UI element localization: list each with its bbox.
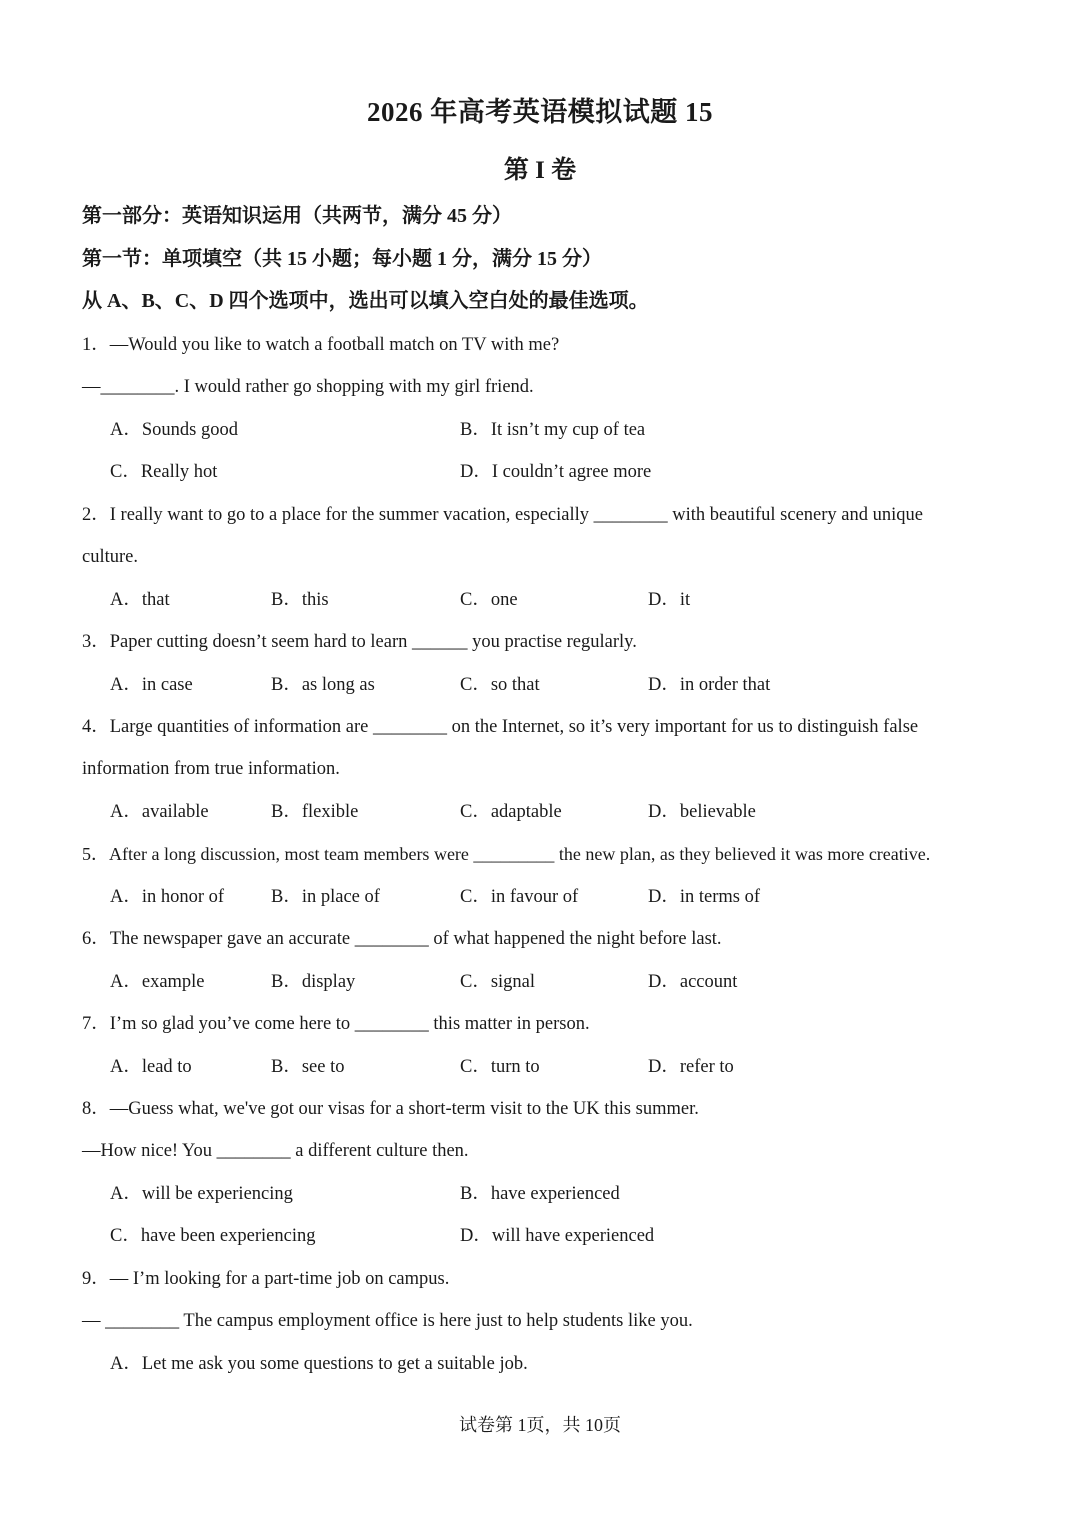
question-5-option-a: A．in honor of: [110, 887, 225, 907]
question-3-option-c: C．so that: [460, 675, 540, 695]
question-5-option-b: B．in place of: [271, 887, 380, 907]
question-2-option-d: D．it: [648, 590, 691, 610]
volume-heading: 第 I 卷: [503, 157, 577, 184]
question-4-line-1: 4．Large quantities of information are ________ on the Internet, so it’s very important for us to distinguish false: [82, 717, 919, 737]
question-7-option-d: D．refer to: [648, 1057, 734, 1077]
question-2-option-a: A．that: [110, 590, 170, 610]
question-1-option-c: C．Really hot: [110, 462, 218, 482]
question-3-option-d: D．in order that: [648, 675, 771, 695]
part-heading: 第一部分：英语知识运用（共两节，满分 45 分）: [82, 205, 512, 227]
question-1-option-b: B．It isn’t my cup of tea: [460, 420, 646, 440]
question-1-option-a: A．Sounds good: [110, 420, 238, 440]
question-8-option-b: B．have experienced: [460, 1184, 620, 1204]
question-8-line-2: —How nice! You ________ a different culture then.: [82, 1141, 469, 1161]
question-2-line-2: culture.: [82, 547, 138, 567]
section-heading: 第一节：单项填空（共 15 小题；每小题 1 分，满分 15 分）: [82, 248, 602, 270]
question-1-line-1: 1．—Would you like to watch a football match on TV with me?: [82, 335, 560, 355]
question-3-option-b: B．as long as: [271, 675, 375, 695]
question-5-line-1: 5．After a long discussion, most team members were _________ the new plan, as they believed it was more creative.: [82, 844, 931, 864]
question-6-option-b: B．display: [271, 972, 356, 992]
question-9-option-a: A．Let me ask you some questions to get a suitable job.: [110, 1354, 528, 1374]
direction-text: 从 A、B、C、D 四个选项中，选出可以填入空白处的最佳选项。: [82, 290, 649, 312]
question-1-option-d: D．I couldn’t agree more: [460, 462, 652, 482]
question-6-option-a: A．example: [110, 972, 205, 992]
question-4-option-c: C．adaptable: [460, 802, 562, 822]
question-7-option-a: A．lead to: [110, 1057, 192, 1077]
question-4-option-b: B．flexible: [271, 802, 359, 822]
exam-title: 2026 年高考英语模拟试题 15: [367, 97, 713, 127]
question-4-line-2: information from true information.: [82, 759, 340, 779]
page-footer: 试卷第 1页，共 10页: [459, 1415, 621, 1435]
question-8-line-1: 8．—Guess what, we've got our visas for a short-term visit to the UK this summer.: [82, 1099, 699, 1119]
question-7-line-1: 7．I’m so glad you’ve come here to ________ this matter in person.: [82, 1014, 590, 1034]
question-5-option-d: D．in terms of: [648, 887, 761, 907]
question-8-option-d: D．will have experienced: [460, 1226, 655, 1246]
question-6-option-c: C．signal: [460, 972, 536, 992]
question-6-option-d: D．account: [648, 972, 738, 992]
question-5-option-c: C．in favour of: [460, 887, 579, 907]
question-6-line-1: 6．The newspaper gave an accurate ________ of what happened the night before last.: [82, 929, 722, 949]
question-3-line-1: 3．Paper cutting doesn’t seem hard to learn ______ you practise regularly.: [82, 632, 637, 652]
question-4-option-a: A．available: [110, 802, 209, 822]
question-2-option-b: B．this: [271, 590, 329, 610]
question-3-option-a: A．in case: [110, 675, 193, 695]
question-2-option-c: C．one: [460, 590, 518, 610]
question-4-option-d: D．believable: [648, 802, 756, 822]
question-1-line-2: —________. I would rather go shopping with my girl friend.: [82, 377, 534, 397]
question-9-line-2: — ________ The campus employment office is here just to help students like you.: [82, 1311, 693, 1331]
question-2-line-1: 2．I really want to go to a place for the summer vacation, especially ________ with beautiful scenery and unique: [82, 505, 923, 525]
question-7-option-c: C．turn to: [460, 1057, 540, 1077]
question-7-option-b: B．see to: [271, 1057, 345, 1077]
question-9-line-1: 9．— I’m looking for a part-time job on campus.: [82, 1269, 450, 1289]
question-8-option-a: A．will be experiencing: [110, 1184, 293, 1204]
question-8-option-c: C．have been experiencing: [110, 1226, 316, 1246]
